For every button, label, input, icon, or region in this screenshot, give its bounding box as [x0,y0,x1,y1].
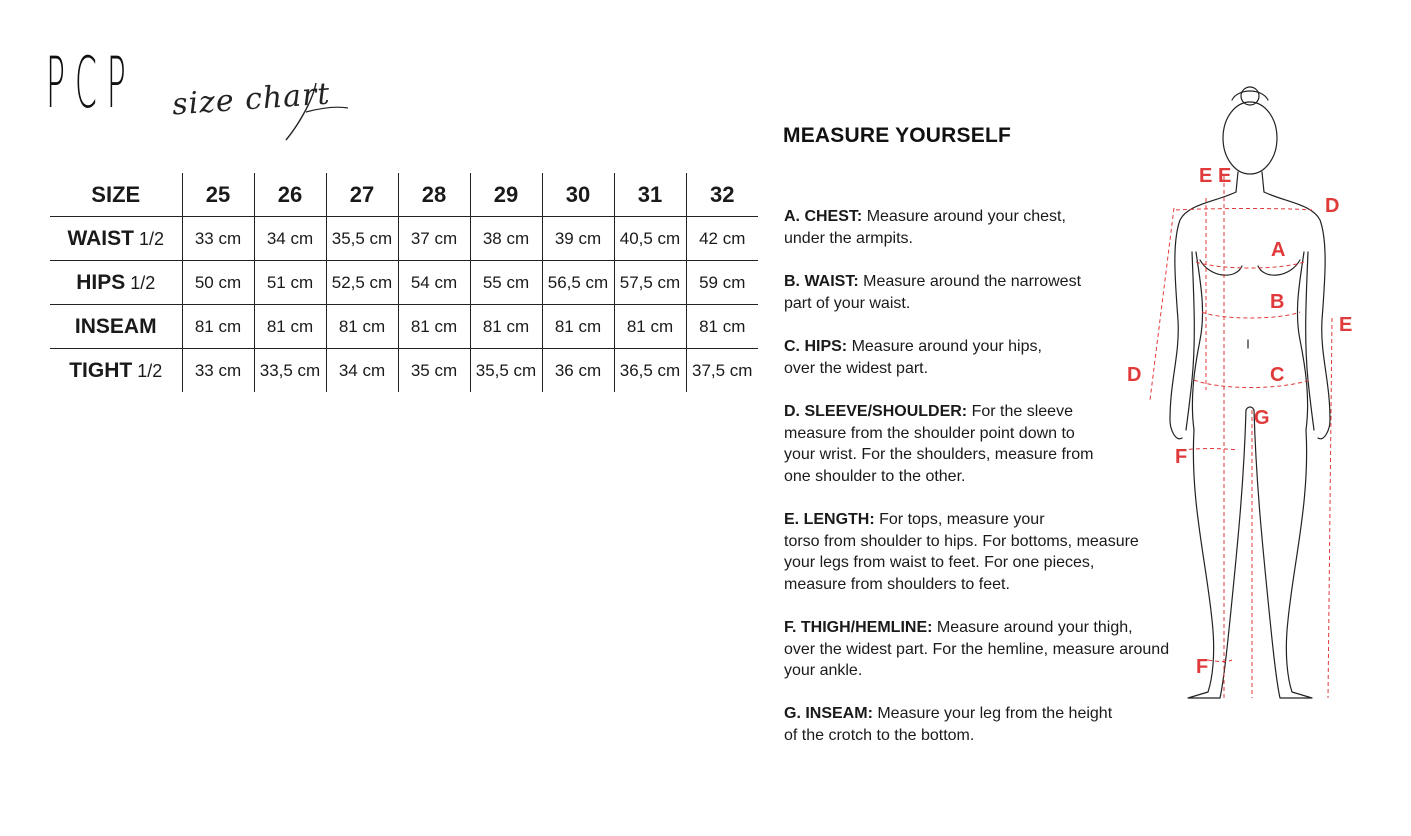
table-cell: 59 cm [686,261,758,305]
brand-tagline: size chart [170,76,332,123]
table-cell: 34 cm [326,349,398,393]
measure-title: MEASURE YOURSELF [783,124,1012,147]
measure-item-length: E. LENGTH: For tops, measure your torso from shoulder to hips. For bottoms, measure your legs from waist to feet. For one pieces, measure from shoulders to feet. [784,511,1139,593]
header-size-30: 30 [542,173,614,217]
figure-label-e: E [1339,314,1353,336]
table-cell: 50 cm [182,261,254,305]
row-label: WAIST 1/2 [50,217,182,261]
header-size-29: 29 [470,173,542,217]
row-label: INSEAM [50,305,182,349]
table-row-tight [50,349,758,393]
brand-name: PCP [46,42,136,124]
figure-label-a: A [1271,239,1286,261]
table-cell: 51 cm [254,261,326,305]
figure-label-e: E [1218,165,1232,187]
measure-item-hips: C. HIPS: Measure around your hips, over the widest part. [784,338,1042,377]
table-cell: 35,5 cm [326,217,398,261]
figure-label-b: B [1270,291,1285,313]
table-row-hips [50,261,758,305]
table-cell: 55 cm [470,261,542,305]
header-size-26: 26 [254,173,326,217]
table-cell: 81 cm [614,305,686,349]
table-row-waist [50,217,758,261]
header-size: SIZE [50,173,182,217]
table-cell: 37 cm [398,217,470,261]
measure-item-waist: B. WAIST: Measure around the narrowest part of your waist. [784,273,1082,312]
measure-item-thigh-hemline: F. THIGH/HEMLINE: Measure around your thigh, over the widest part. For the hemline, measure around your ankle. [784,619,1170,679]
table-cell: 35 cm [398,349,470,393]
table-cell: 33,5 cm [254,349,326,393]
table-cell: 81 cm [326,305,398,349]
header-size-27: 27 [326,173,398,217]
table-cell: 56,5 cm [542,261,614,305]
table-cell: 81 cm [398,305,470,349]
measure-item-inseam: G. INSEAM: Measure your leg from the height of the crotch to the bottom. [784,705,1113,744]
figure-label-d: D [1127,364,1142,386]
table-cell: 81 cm [182,305,254,349]
table-cell: 33 cm [182,217,254,261]
size-table [50,173,758,392]
table-row-inseam [50,305,758,349]
table-cell: 34 cm [254,217,326,261]
header-size-32: 32 [686,173,758,217]
measure-item-chest: A. CHEST: Measure around your chest, under the armpits. [784,208,1066,247]
header-size-28: 28 [398,173,470,217]
header-size-31: 31 [614,173,686,217]
table-cell: 35,5 cm [470,349,542,393]
logo-flourish-icon [276,78,356,148]
figure-label-d: D [1325,195,1340,217]
table-cell: 52,5 cm [326,261,398,305]
figure-label-e: E [1199,165,1213,187]
table-cell: 81 cm [686,305,758,349]
figure-label-c: C [1270,364,1285,386]
row-label: HIPS 1/2 [50,261,182,305]
measure-item-sleeve-shoulder: D. SLEEVE/SHOULDER: For the sleeve measure from the shoulder point down to your wrist. For the shoulders, measure from one shoulder to the other. [784,403,1094,485]
table-header-row [50,173,758,217]
table-cell: 42 cm [686,217,758,261]
table-cell: 40,5 cm [614,217,686,261]
table-cell: 81 cm [470,305,542,349]
table-cell: 33 cm [182,349,254,393]
body-figure-illustration [1120,80,1360,710]
table-cell: 36,5 cm [614,349,686,393]
table-cell: 37,5 cm [686,349,758,393]
header-size-25: 25 [182,173,254,217]
figure-label-f: F [1175,446,1188,468]
table-cell: 81 cm [542,305,614,349]
table-cell: 54 cm [398,261,470,305]
figure-label-f: F [1196,656,1209,678]
row-label: TIGHT 1/2 [50,349,182,393]
figure-label-g: G [1254,407,1270,429]
table-cell: 39 cm [542,217,614,261]
table-cell: 57,5 cm [614,261,686,305]
table-cell: 38 cm [470,217,542,261]
table-cell: 36 cm [542,349,614,393]
table-cell: 81 cm [254,305,326,349]
